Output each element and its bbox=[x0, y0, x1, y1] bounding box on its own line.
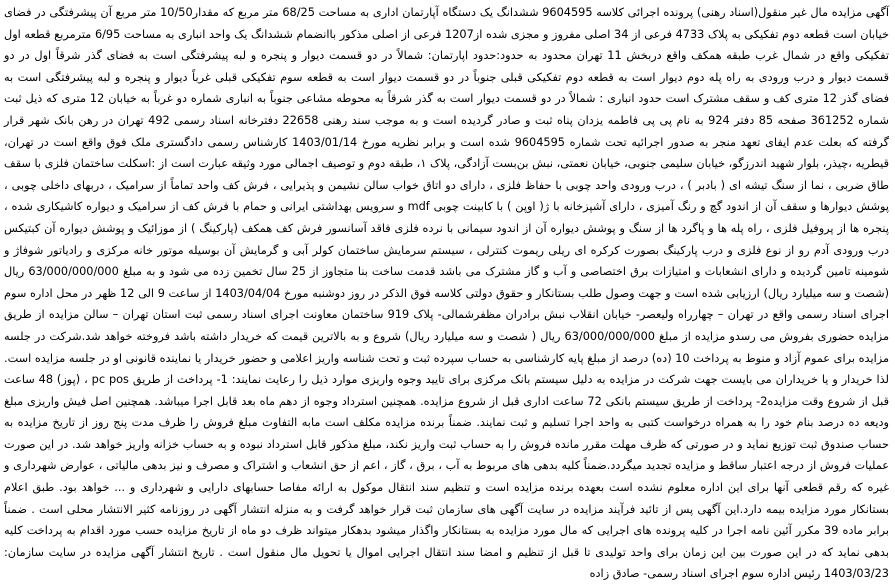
auction-notice-text: آگهی مزایده مال غیر منقول(اسناد رهنی) پرونده اجرائی کلاسه 9604595 ششدانگ یک دستگاه آپارتمان اداری به مساحت 68/25 متر مربع که مقدار10/50 متر مربع آن پیشرفتگی در فضای خیابان است قطعه دوم تفکیکی به پلاک 4733 فرعی از 34 اصلی مفروز و مجزی شده از1207 فرعی از اصلی مذکور باانضمام ششدانگ یک واحد انباری به مساحت 6/95 مترمربع قطعه اول تفکیکی واقع در شمال غرب طبقه همکف واقع دربخش 11 تهران محدود به حدود:حدود اپارتمان: شمالاً در دو قسمت دیوار و پنجره و لبه پیشرفتگی است به فضای گذر شرقاً اول در دو قسمت دیوار و درب ورودی به راه پله دوم دیوار است به قطعه دوم تفکیکی قبلی جنوباً در دو قسمت دیوار است به قطعه سوم تفکیکی قبلی غرباً دیوار و پنجره و لبه پیشرفتگی است به فضای گذر 12 متری کف و سقف مشترک است حدود انباری : شمالاً در دو قسمت دیوار است به گذر شرقاً به محوطه مشاعی جنوباً به انباری شماره دو غرباً به خیابان 12 متری که ذیل ثبت شماره 361252 صفحه 85 دفتر 924 به نام پی پی فاطمه یزدان پناه ثبت و صادر گردیده است و به موجب سند رهنی 22658 دفترخانه اسناد رسمی 492 تهران در رهن بانک شهر قرار گرفته که بعلت عدم ایفای تعهد منجر به صدور اجرائیه تحت شماره 9604595 شده است و برابر نظریه مورخ 1403/01/14 کارشناس رسمی دادگستری ملک فوق واقع است در تهران، قیطریه ،چیذر، بلوار شهید اندرزگو، خیابان سلیمی جنوبی، خیابان نعمتی، نبش بن‌بست آزادگی، پلاک ۱، طبقه دوم و توصیف اجمالی مورد وثیقه عبارت است از :اسکلت ساختمان فلزی با سقف طاق ضربی ، نما از سنگ تیشه ای ( بادبر ) ، درب ورودی واحد چوبی با حفاظ فلزی ، دارای دو اتاق خواب سالن نشیمن و پذیرایی ، فرش کف واحد تماماً از سرامیک ، دربهای داخلی چوبی ، پوشش دیوارها و سقف آن از اندود گچ و رنگ آمیزی ، دارای آشپزخانه با ژ( اوپن ) با کابینت چوبی mdf و سرویس بهداشتی ایرانی و حمام با فرش کف از سرامیک و دیواره کاشیکاری شده ، پنجره ها از پروفیل فلزی ، راه پله ها و پاگرد ها از سنگ و پوشش دیواره آن از اندود سیمانی با نرده فلزی فاقد آسانسور فرش کف همکف (پارکینگ ) از موزائیک و پوشش دیواره آن کبتیکس درب ورودی آدم رو از نوع فلزی و درب پارکینگ بصورت کرکره ای ریلی ریموت کنترلی ، سیستم سرمایش ساختمان کولر آبی و گرمایش آن بوسیله موتور خانه مرکزی و رادیاتور شوفاژ و شومینه تامین گردیده و دارای انشعابات و امتیازات برق اختصاصی و آب و گاز مشترک می باشد قدمت ساخت بنا متجاوز از 25 سال تخمین زده می شود و به مبلغ 63/000/000/000 ریال (شصت و سه میلیارد ریال) ارزیابی شده است و جهت وصول طلب بستانکار و حقوق دولتی کلاسه فوق الذکر در روز دوشنبه مورخ 1403/04/04 از ساعت 9 الی 12 ظهر در محل اداره سوم اجرای اسناد رسمی واقع در تهران – چهارراه ولیعصر- خیابان انقلاب نبش برادران مظفرشمالی- پلاک 919 ساختمان معاونت اجرای اسناد رسمی ثبت استان تهران – سالن مزایده از طریق مزایده حضوری بفروش می رسدو مزایده از مبلغ 63/000/000/000 ریال ( شصت و سه میلیارد ریال) شروع و به بالاترین قیمت که خریدار داشته باشد فروخته خواهد شد.شرکت در جلسه مزایده برای عموم آزاد و منوط به پرداخت 10 (ده) درصد از مبلغ پایه کارشناسی به حساب سپرده ثبت و تحت شناسه واریز اعلامی و حضور خریدار یا نماینده قانونی او در جلسه مزایده است. لذا خریدار و یا خریداران می بایست جهت شرکت در مزایده به دلیل سیستم بانک مرکزی برای تایید وجوه واریزی موارد ذیل را رعایت نمایند: 1- پرداخت از طریق pc pos ، (پوز) 48 ساعت قبل از شروع وقت مزایده2- پرداخت از طریق سیستم بانکی 72 ساعت اداری قبل از شروع مزایده. همچنین استرداد وجوه از دهم ماه بعد قابل اجرا میباشد. همچنین اصل فیش واریزی مبلغ ودیعه ده درصد بنام خود را به همراه درخواست کتبی به واحد اجرا تسلیم و ثبت نمایند. ضمناً برنده مزایده مکلف است مابه التفاوت مبلغ فروش را ظرف مدت پنج روز از تاریخ مزایده به حساب صندوق ثبت توزیع نماید و در صورتی که ظرف مهلت مقرر مانده فروش را به حساب ثبت واریز نکند، مبلغ مذکور قابل استرداد نبوده و به حساب خزانه واریز خواهد شد. در این صورت عملیات فروش از درجه اعتبار ساقط و مزایده تجدید میگردد.ضمناً کلیه بدهی های مربوط به آب ، برق ، گاز ، اعم از حق انشعاب و اشتراک و مصرف و نیز بدهی مالیاتی ، عوارض شهرداری و غیره که رقم قطعی آنها برای این اداره معلوم نشده است بعهده برنده مزایده است و تنظیم سند انتقال موکول به ارائه مفاصا حسابهای دارایی و شهرداری و ... خواهد بود. طبق اعلام بستانکار مورد مزایده بیمه دارد.این آگهی پس از تائید فرآیند مزایده در سایت آگهی های سازمان ثبت قرار خواهد گرفت و به منزله انتشار آگهی در روزنامه کثیر الانتشار محلی است . ضمناً برابر ماده 39 مکرر آئین نامه اجرا در کلیه پرونده های اجرایی که مال مورد مزایده به بستانکار واگذار میشود بدهکار میتواند ظرف دو ماه از تاریخ مزایده حسب مورد اقدام به پرداخت کلیه بدهی نماید که در این صورت بین این زمان برای واحد تولیدی تا قبل از تنظیم و امضا سند انتقال اجرایی اموال یا تحویل مال منقول است . تاریخ انتشار آگهی مزایده در سایت سازمان: 1403/03/23 رئیس اداره سوم اجرای اسناد رسمی- صادق زاده bbox=[4, 6, 890, 581]
